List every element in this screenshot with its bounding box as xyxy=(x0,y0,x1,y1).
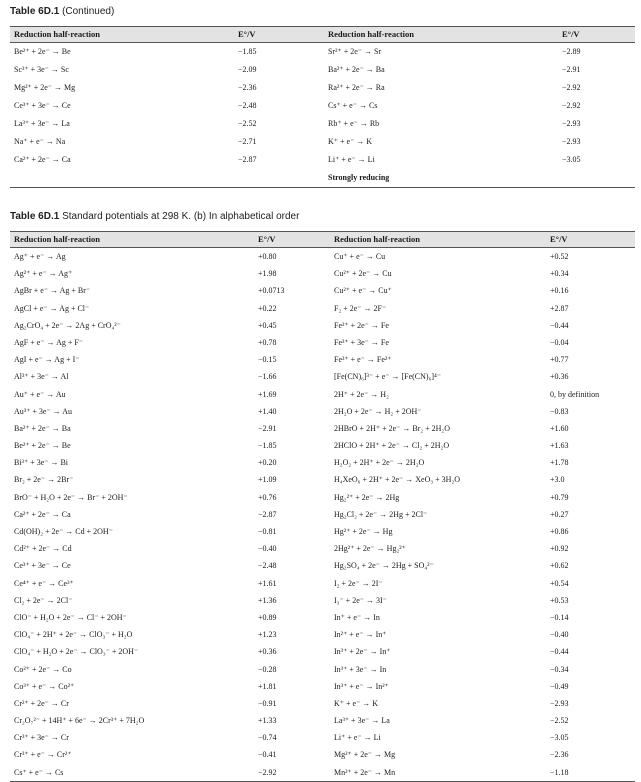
table-row xyxy=(10,540,635,557)
reaction-cell: 2H⁺ + 2e⁻ → H₂ xyxy=(334,389,389,399)
potential-cell: −0.49 xyxy=(550,681,569,691)
potential-cell: −2.92 xyxy=(258,767,277,777)
table-row xyxy=(10,471,635,488)
potential-cell: +0.27 xyxy=(550,509,569,519)
reaction-cell: ClO₄⁻ + H₂O + 2e⁻ → ClO₃⁻ + 2OH⁻ xyxy=(14,647,139,657)
reaction-cell: Hg₂²⁺ + 2e⁻ → 2Hg xyxy=(334,492,400,502)
potential-cell: −0.74 xyxy=(258,733,277,743)
potential-cell: +0.77 xyxy=(550,355,569,365)
reaction-cell: Be²⁺ + 2e⁻ → Be xyxy=(14,441,71,451)
potential-cell: −2.36 xyxy=(550,750,569,760)
reaction-cell: Mg²⁺ + 2e⁻ → Mg xyxy=(334,750,396,760)
reaction-cell: Fe³⁺ + e⁻ → Fe²⁺ xyxy=(334,355,392,365)
potential-cell: +0.0713 xyxy=(258,286,285,296)
reaction-cell: Cs⁺ + e⁻ → Cs xyxy=(14,767,64,777)
potential-cell: −2.93 xyxy=(562,119,581,128)
reaction-cell: Ba²⁺ + 2e⁻ → Ba xyxy=(14,423,71,433)
reaction-cell: Al³⁺ + 3e⁻ → Al xyxy=(14,372,69,382)
table-row xyxy=(10,169,635,187)
reaction-cell: La³⁺ + 3e⁻ → La xyxy=(14,119,70,128)
table-row xyxy=(10,61,635,79)
reaction-cell: AgCl + e⁻ → Ag + Cl⁻ xyxy=(14,303,90,313)
potential-cell: −2.48 xyxy=(258,561,277,571)
potential-cell: +1.61 xyxy=(258,578,277,588)
potential-cell: −0.40 xyxy=(258,544,277,554)
potential-cell: −2.09 xyxy=(238,65,257,74)
potential-cell: 0, by definition xyxy=(550,389,600,399)
reaction-cell: K⁺ + e⁻ → K xyxy=(334,698,379,708)
reaction-cell: Cu²⁺ + 2e⁻ → Cu xyxy=(334,269,392,279)
potential-cell: −1.18 xyxy=(550,767,569,777)
reaction-cell: 2Hg²⁺ + 2e⁻ → Hg₂²⁺ xyxy=(334,544,406,554)
potential-cell: −2.89 xyxy=(562,47,581,56)
header-potential-left: E°/V xyxy=(238,29,256,39)
potential-cell: −1.85 xyxy=(238,47,257,56)
potential-cell: −3.05 xyxy=(562,155,581,164)
reaction-cell: Cu²⁺ + e⁻ → Cu⁺ xyxy=(334,286,392,296)
table-row xyxy=(10,317,635,334)
header-reaction-right: Reduction half-reaction xyxy=(334,234,421,244)
reaction-cell: Fe³⁺ + 3e⁻ → Fe xyxy=(334,337,389,347)
table-row xyxy=(10,626,635,643)
reaction-cell: Li⁺ + e⁻ → Li xyxy=(334,733,381,743)
table-row xyxy=(10,368,635,385)
potential-cell: −2.52 xyxy=(550,716,569,726)
reaction-cell: H₄XeO₆ + 2H⁺ + 2e⁻ → XeO₃ + 3H₂O xyxy=(334,475,461,485)
table-row xyxy=(10,592,635,609)
potential-cell: +3.0 xyxy=(550,475,565,485)
reaction-cell: Sr²⁺ + 2e⁻ → Sr xyxy=(328,47,382,56)
table1-title-caption: (Continued) xyxy=(62,6,115,17)
table-row xyxy=(10,695,635,712)
potential-cell: −0.81 xyxy=(258,527,277,536)
table2-header xyxy=(10,231,635,248)
reaction-cell: Ba²⁺ + 2e⁻ → Ba xyxy=(328,65,385,74)
potential-cell: −0.40 xyxy=(550,630,569,640)
potential-cell: +0.80 xyxy=(258,252,277,261)
table-row xyxy=(10,386,635,403)
potential-cell: +0.52 xyxy=(550,252,569,261)
table-row xyxy=(10,764,635,781)
potential-cell: −2.87 xyxy=(258,509,277,519)
potential-cell: +0.22 xyxy=(258,303,277,313)
reaction-cell: Cr³⁺ + 3e⁻ → Cr xyxy=(14,733,69,743)
potential-cell: +0.78 xyxy=(258,337,277,347)
reaction-cell: Cd²⁺ + 2e⁻ → Cd xyxy=(14,544,72,554)
potential-cell: −0.44 xyxy=(550,320,569,330)
table-row xyxy=(10,678,635,695)
potential-cell: −2.93 xyxy=(550,698,569,708)
potential-cell: +1.63 xyxy=(550,441,569,451)
potential-cell: −2.52 xyxy=(238,119,257,128)
potential-cell: +0.36 xyxy=(258,647,277,657)
potential-cell: +0.62 xyxy=(550,561,569,571)
potential-cell: −0.28 xyxy=(258,664,277,674)
table-row xyxy=(10,403,635,420)
reaction-cell: Hg₂Cl₂ + 2e⁻ → 2Hg + 2Cl⁻ xyxy=(334,509,428,519)
potential-cell: −0.91 xyxy=(258,698,277,708)
reaction-cell: Ce⁴⁺ + e⁻ → Ce³⁺ xyxy=(14,578,74,588)
table-row xyxy=(10,300,635,317)
table-row xyxy=(10,609,635,626)
potential-cell: +1.33 xyxy=(258,716,277,726)
reaction-cell: 2H₂O + 2e⁻ → H₂ + 2OH⁻ xyxy=(334,406,422,416)
table-row xyxy=(10,557,635,574)
potential-cell: −2.92 xyxy=(562,83,581,92)
potential-cell: −3.05 xyxy=(550,733,569,743)
table-row xyxy=(10,248,635,265)
potential-cell: +2.87 xyxy=(550,303,569,313)
reaction-cell: In³⁺ + e⁻ → In²⁺ xyxy=(334,681,389,691)
reaction-cell: AgI + e⁻ → Ag + I⁻ xyxy=(14,355,80,365)
reaction-cell: La³⁺ + 3e⁻ → La xyxy=(334,716,390,726)
potential-cell: −2.48 xyxy=(238,101,257,110)
header-potential-right: E°/V xyxy=(550,234,568,244)
table-row xyxy=(10,97,635,115)
table-row xyxy=(10,575,635,592)
table1-title-label: Table 6D.1 xyxy=(10,6,60,17)
potential-cell: +0.54 xyxy=(550,578,569,588)
header-reaction-right: Reduction half-reaction xyxy=(328,29,415,39)
table-row xyxy=(10,712,635,729)
table-row xyxy=(10,334,635,351)
table-row xyxy=(10,151,635,169)
table-row xyxy=(10,489,635,506)
potential-cell: −2.92 xyxy=(562,101,581,110)
reaction-cell: Sc³⁺ + 3e⁻ → Sc xyxy=(14,65,69,74)
reaction-cell: Hg²⁺ + 2e⁻ → Hg xyxy=(334,527,393,536)
reaction-cell: In²⁺ + e⁻ → In⁺ xyxy=(334,630,387,640)
reaction-cell: Na⁺ + e⁻ → Na xyxy=(14,137,66,146)
reaction-cell: In⁺ + e⁻ → In xyxy=(334,612,380,622)
potential-cell: −1.85 xyxy=(258,441,277,451)
potential-cell: +0.20 xyxy=(258,458,277,468)
reaction-cell: F₂ + 2e⁻ → 2F⁻ xyxy=(334,303,387,313)
table-row xyxy=(10,437,635,454)
reaction-cell: 2HBrO + 2H⁺ + 2e⁻ → Br₂ + 2H₂O xyxy=(334,423,450,433)
reaction-cell: Cl₂ + 2e⁻ → 2Cl⁻ xyxy=(14,595,73,605)
potential-cell: −0.15 xyxy=(258,355,277,365)
reaction-cell: Mn²⁺ + 2e⁻ → Mn xyxy=(334,767,396,777)
reaction-cell: Ag⁺ + e⁻ → Ag xyxy=(14,252,66,261)
table-row xyxy=(10,454,635,471)
table2-body xyxy=(10,248,635,781)
reaction-cell: Ce³⁺ + 3e⁻ → Ce xyxy=(14,561,71,571)
potential-cell: +0.86 xyxy=(550,527,569,536)
potential-cell: +0.34 xyxy=(550,269,569,279)
reaction-cell: AgBr + e⁻ → Ag + Br⁻ xyxy=(14,286,91,296)
reaction-cell: Li⁺ + e⁻ → Li xyxy=(328,155,375,164)
table-row xyxy=(10,746,635,763)
potential-cell: +0.92 xyxy=(550,544,569,554)
reaction-cell: Ag²⁺ + e⁻ → Ag⁺ xyxy=(14,269,73,279)
reaction-cell: I₃⁻ + 2e⁻ → 3I⁻ xyxy=(334,595,387,605)
reaction-cell: Co³⁺ + e⁻ → Co²⁺ xyxy=(14,681,75,691)
potential-cell: +1.40 xyxy=(258,406,277,416)
table-row xyxy=(10,420,635,437)
table2-title-caption: Standard potentials at 298 K. (b) In alphabetical order xyxy=(62,211,300,222)
table-row xyxy=(10,506,635,523)
table-row xyxy=(10,729,635,746)
reaction-cell: Cu⁺ + e⁻ → Cu xyxy=(334,252,386,261)
reaction-cell: 2HClO + 2H⁺ + 2e⁻ → Cl₂ + 2H₂O xyxy=(334,441,450,451)
potential-cell: −2.93 xyxy=(562,137,581,146)
potential-cell: +1.09 xyxy=(258,475,277,485)
potential-cell: +0.45 xyxy=(258,320,277,330)
reaction-cell: ClO₄⁻ + 2H⁺ + 2e⁻ → ClO₃⁻ + H₂O xyxy=(14,630,133,640)
reaction-cell: [Fe(CN)₆]³⁻ + e⁻ → [Fe(CN)₆]⁴⁻ xyxy=(334,372,442,382)
reaction-cell: Cr³⁺ + e⁻ → Cr²⁺ xyxy=(14,750,72,760)
reaction-cell: Cd(OH)₂ + 2e⁻ → Cd + 2OH⁻ xyxy=(14,527,113,536)
table1-body xyxy=(10,43,635,187)
potential-cell: −2.36 xyxy=(238,83,257,92)
potential-cell: +1.36 xyxy=(258,595,277,605)
potential-cell: +1.69 xyxy=(258,389,277,399)
potential-cell: −1.66 xyxy=(258,372,277,382)
potential-cell: −0.83 xyxy=(550,406,569,416)
header-potential-left: E°/V xyxy=(258,234,276,244)
table2 xyxy=(10,231,635,782)
potential-cell: +1.23 xyxy=(258,630,277,640)
table-row xyxy=(10,265,635,282)
table-row xyxy=(10,115,635,133)
reaction-cell: Co²⁺ + 2e⁻ → Co xyxy=(14,664,72,674)
potential-cell: +0.76 xyxy=(258,492,277,502)
potential-cell: +1.78 xyxy=(550,458,569,468)
header-reaction-left: Reduction half-reaction xyxy=(14,29,101,39)
potential-cell: −2.87 xyxy=(238,155,257,164)
potential-cell: −0.04 xyxy=(550,337,569,347)
potential-cell: −0.41 xyxy=(258,750,277,760)
table-row xyxy=(10,661,635,678)
table-row xyxy=(10,133,635,151)
potential-cell: −0.14 xyxy=(550,612,569,622)
reaction-cell: Ra²⁺ + 2e⁻ → Ra xyxy=(328,83,385,92)
reaction-cell: ClO⁻ + H₂O + 2e⁻ → Cl⁻ + 2OH⁻ xyxy=(14,612,127,622)
header-potential-right: E°/V xyxy=(562,29,580,39)
reaction-cell: BrO⁻ + H₂O + 2e⁻ → Br⁻ + 2OH⁻ xyxy=(14,492,128,502)
potential-cell: +0.53 xyxy=(550,595,569,605)
table2-title xyxy=(10,211,299,222)
potential-cell: +0.79 xyxy=(550,492,569,502)
reaction-cell: Be²⁺ + 2e⁻ → Be xyxy=(14,47,71,56)
reaction-cell: Cr₂O₇²⁻ + 14H⁺ + 6e⁻ → 2Cr³⁺ + 7H₂O xyxy=(14,716,145,726)
potential-cell: −2.71 xyxy=(238,137,257,146)
potential-cell: −0.34 xyxy=(550,664,569,674)
table1-header xyxy=(10,26,635,43)
potential-cell: −0.44 xyxy=(550,647,569,657)
reaction-cell: Rb⁺ + e⁻ → Rb xyxy=(328,119,380,128)
header-reaction-left: Reduction half-reaction xyxy=(14,234,101,244)
potential-cell: +0.36 xyxy=(550,372,569,382)
reaction-cell: Hg₂SO₄ + 2e⁻ → 2Hg + SO₄²⁻ xyxy=(334,561,434,571)
reaction-cell: In³⁺ + 2e⁻ → In⁺ xyxy=(334,647,391,657)
reaction-cell: Cs⁺ + e⁻ → Cs xyxy=(328,101,378,110)
reaction-cell: Ca²⁺ + 2e⁻ → Ca xyxy=(14,155,71,164)
reaction-cell: AgF + e⁻ → Ag + F⁻ xyxy=(14,337,84,347)
potential-cell: +0.16 xyxy=(550,286,569,296)
table1-title xyxy=(10,6,114,17)
table-row xyxy=(10,523,635,540)
reaction-cell: I₂ + 2e⁻ → 2I⁻ xyxy=(334,578,383,588)
reaction-cell: H₂O₂ + 2H⁺ + 2e⁻ → 2H₂O xyxy=(334,458,425,468)
potential-cell: +1.81 xyxy=(258,681,277,691)
reaction-cell: Ag₂CrO₄ + 2e⁻ → 2Ag + CrO₄²⁻ xyxy=(14,320,121,330)
table-row xyxy=(10,351,635,368)
reaction-cell: Ca²⁺ + 2e⁻ → Ca xyxy=(14,509,71,519)
reaction-cell: K⁺ + e⁻ → K xyxy=(328,137,373,146)
reaction-cell: Fe²⁺ + 2e⁻ → Fe xyxy=(334,320,389,330)
reaction-cell: Br₂ + 2e⁻ → 2Br⁻ xyxy=(14,475,74,485)
potential-cell: −2.91 xyxy=(562,65,581,74)
table-row xyxy=(10,282,635,299)
table2-title-label: Table 6D.1 xyxy=(10,211,60,222)
potential-cell: −2.91 xyxy=(258,423,277,433)
reaction-cell: Ce³⁺ + 3e⁻ → Ce xyxy=(14,101,71,110)
reaction-cell: Bi³⁺ + 3e⁻ → Bi xyxy=(14,458,69,468)
potential-cell: +1.60 xyxy=(550,423,569,433)
table-row xyxy=(10,79,635,97)
potential-cell: +1.98 xyxy=(258,269,277,279)
reaction-cell: In³⁺ + 3e⁻ → In xyxy=(334,664,387,674)
reaction-cell: Strongly reducing xyxy=(328,173,390,182)
reaction-cell: Mg²⁺ + 2e⁻ → Mg xyxy=(14,83,76,92)
reaction-cell: Cr²⁺ + 2e⁻ → Cr xyxy=(14,698,69,708)
reaction-cell: Au⁺ + e⁻ → Au xyxy=(14,389,66,399)
reaction-cell: Au³⁺ + 3e⁻ → Au xyxy=(14,406,73,416)
table1 xyxy=(10,26,635,188)
table-row xyxy=(10,643,635,660)
potential-cell: +0.89 xyxy=(258,612,277,622)
table-row xyxy=(10,43,635,61)
